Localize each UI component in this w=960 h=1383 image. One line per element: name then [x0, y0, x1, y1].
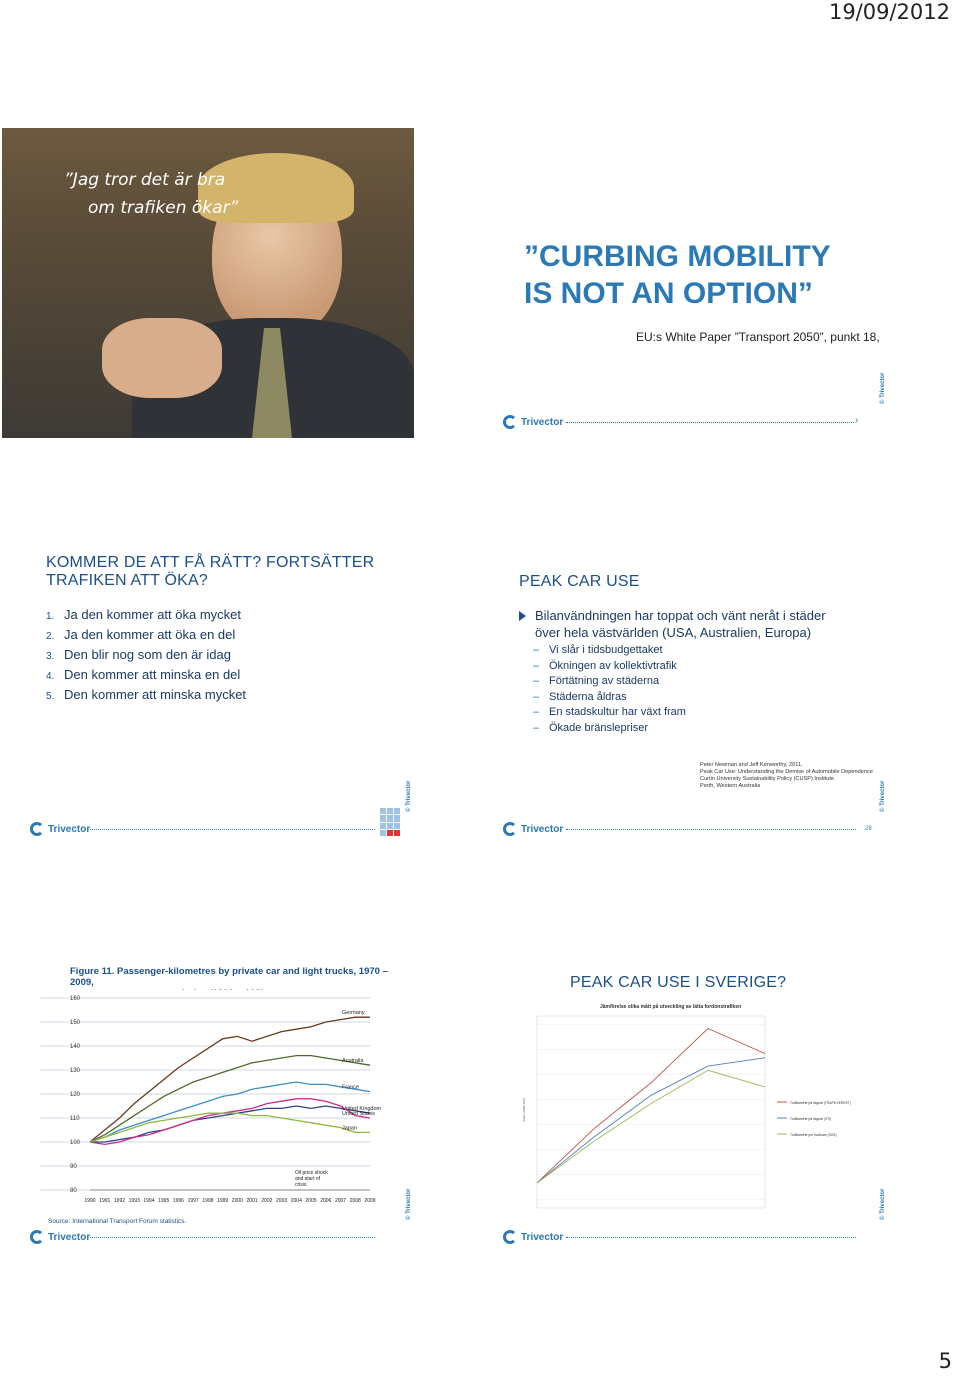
answer-option: 1. Ja den kommer att öka mycket [46, 607, 242, 622]
voting-grid-icon [380, 808, 402, 836]
trivector-logo-5 [503, 1230, 563, 1244]
page-number: 5 [938, 1349, 952, 1373]
footer-divider-4 [90, 1237, 375, 1238]
figure-title-line-1: Figure 11. Passenger-kilometres by private car and light trucks, 1970 – 2009, [70, 966, 388, 988]
x-tick-label: 2002 [261, 1198, 273, 1204]
trivector-logo-text: Trivector [48, 823, 91, 835]
trivector-logo-text: Trivector [521, 416, 564, 428]
answer-option: 2. Ja den kommer att öka en del [46, 627, 236, 642]
x-tick-label: 1992 [113, 1198, 126, 1204]
y-tick-label: 160 [70, 996, 81, 1002]
trivector-logo-2 [30, 822, 90, 836]
trivector-logo-icon [30, 822, 44, 836]
y-tick-label: 140 [70, 1044, 81, 1050]
annotation-text: and start of [295, 1176, 321, 1182]
triangle-bullet-icon [519, 611, 526, 621]
copyright-4: © Trivector [406, 1188, 412, 1220]
x-tick-label: 2003 [276, 1198, 288, 1204]
trivector-logo-icon [503, 822, 517, 836]
slide-3 [515, 565, 885, 795]
x-tick-label: 1994 [143, 1198, 155, 1204]
y-tick-label: 100 [70, 1140, 81, 1146]
sub-bullet: – Förtätning av städerna [533, 675, 660, 687]
bullet-main: Bilanvändningen har toppat och vänt neråt i städer över hela västvärlden (USA, Australien, Europa) [519, 607, 879, 641]
y-tick-label: 90 [70, 1164, 77, 1170]
trivector-logo-icon [30, 1230, 44, 1244]
x-tick-label: 2005 [305, 1198, 317, 1204]
x-tick-label: 1995 [158, 1198, 170, 1204]
quote-line-1: ”Jag tror det är bra [64, 170, 226, 190]
reference-text: Peter Newman and Jeff Kenworthy, 2011, Peak Car Use: Understanding the Demise of Automobile Dependence Curtin University Sustainability Policy (CUSP) Institute Perth, Western Australia [700, 762, 873, 789]
trivector-logo-3 [503, 822, 563, 836]
legend-label: Trafikarbete på vägnät (VTI) [790, 1117, 832, 1121]
copyright-3: © Trivector [880, 780, 886, 812]
y-tick-label: 130 [70, 1068, 81, 1074]
annotation-text: crisis [295, 1182, 307, 1188]
slide-4 [40, 962, 400, 1232]
slide-5 [515, 972, 875, 1222]
series-label: France [342, 1084, 360, 1091]
trivector-logo-icon [503, 1230, 517, 1244]
quote-line-2: om trafiken ökar” [88, 198, 239, 218]
sub-bullet: – En stadskultur har växt fram [533, 706, 686, 718]
y-tick-label: 110 [70, 1116, 80, 1122]
speaker-hands [102, 318, 222, 398]
sub-bullet: – Ökningen av kollektivtrafik [533, 659, 677, 672]
copyright-1: © Trivector [880, 372, 886, 404]
footer-divider-2 [90, 829, 375, 830]
y-tick-label: 120 [70, 1092, 81, 1098]
x-tick-label: 2007 [334, 1198, 347, 1204]
sweden-traffic-chart [515, 1010, 865, 1215]
chevron-right-icon: › [855, 415, 859, 426]
chart2-y-axis-label: Index (1990=100) [522, 1098, 526, 1122]
series-label: Japan [342, 1125, 357, 1132]
slide3-title: PEAK CAR USE [519, 573, 640, 590]
x-tick-label: 1997 [187, 1198, 199, 1204]
answer-option: 4. Den kommer att minska en del [46, 667, 241, 682]
slide-number: 28 [865, 826, 872, 832]
x-tick-label: 1998 [202, 1198, 214, 1204]
headline-source: EU:s White Paper ”Transport 2050”, punkt 18, [636, 330, 880, 344]
x-tick-label: 2000 [231, 1198, 243, 1204]
x-tick-label: 1999 [217, 1198, 229, 1204]
x-tick-label: 2008 [349, 1198, 361, 1204]
copyright-2: © Trivector [406, 780, 412, 812]
footer-divider-5 [566, 1237, 856, 1238]
x-tick-label: 1991 [99, 1198, 111, 1204]
footer-divider-1 [566, 422, 854, 423]
series-label: Germany [342, 1010, 365, 1017]
x-tick-label: 1996 [172, 1198, 184, 1204]
legend-label: Trafikarbete på vägnät (TRAFIKVERKET) [790, 1101, 851, 1105]
x-tick-label: 2001 [246, 1198, 258, 1204]
x-tick-label: 2004 [290, 1198, 302, 1204]
answer-option: 3. Den blir nog som den är idag [46, 647, 231, 662]
footer-divider-3 [566, 829, 856, 830]
sub-bullet: – Vi slår i tidsbudgettaket [533, 644, 663, 656]
series-label: United States [342, 1111, 376, 1117]
y-tick-label: 80 [70, 1188, 77, 1194]
slide2-title-line-1: KOMMER DE ATT FÅ RÄTT? FORTSÄTTER [46, 554, 375, 571]
headline-line-2: IS NOT AN OPTION” [524, 277, 813, 310]
answer-option: 5. Den kommer att minska mycket [46, 687, 247, 702]
trivector-logo-4 [30, 1230, 90, 1244]
slide2-title-line-2: TRAFIKEN ATT ÖKA? [46, 572, 208, 589]
trivector-logo-1 [503, 415, 563, 429]
passenger-km-chart [40, 990, 400, 1230]
chart2-plot-area [537, 1016, 765, 1208]
legend-label: Trafikarbete per invånare (SCB) [790, 1133, 837, 1137]
speaker-photo [2, 128, 414, 438]
answer-options [46, 606, 246, 706]
annotation-text: Oil price shock [295, 1170, 328, 1176]
chart2-title: Jämförelse olika mått på utveckling av lätta fordonstrafiken [600, 1004, 742, 1010]
slide-1 [2, 128, 892, 438]
print-date: 19/09/2012 [828, 0, 950, 24]
sub-bullet: – Ökade bränslepriser [533, 721, 649, 734]
x-tick-label: 1990 [84, 1198, 96, 1204]
trivector-logo-text: Trivector [521, 823, 564, 835]
x-tick-label: 2009 [364, 1198, 376, 1204]
slide5-title: PEAK CAR USE I SVERIGE? [570, 974, 787, 991]
copyright-5: © Trivector [880, 1188, 886, 1220]
trivector-logo-text: Trivector [521, 1231, 564, 1243]
chart1-source: Source: International Transport Forum statistics. [48, 1218, 187, 1225]
trivector-logo-text: Trivector [48, 1231, 91, 1243]
slide-2 [40, 548, 440, 708]
y-tick-label: 150 [70, 1020, 81, 1026]
headline-line-1: ”CURBING MOBILITY [524, 240, 831, 273]
series-label: United Kingdom [342, 1106, 382, 1113]
sub-bullet: – Städerna åldras [533, 690, 627, 703]
x-tick-label: 1993 [128, 1198, 140, 1204]
x-tick-label: 2006 [320, 1198, 332, 1204]
series-label: Australia [342, 1058, 364, 1065]
trivector-logo-icon [503, 415, 517, 429]
